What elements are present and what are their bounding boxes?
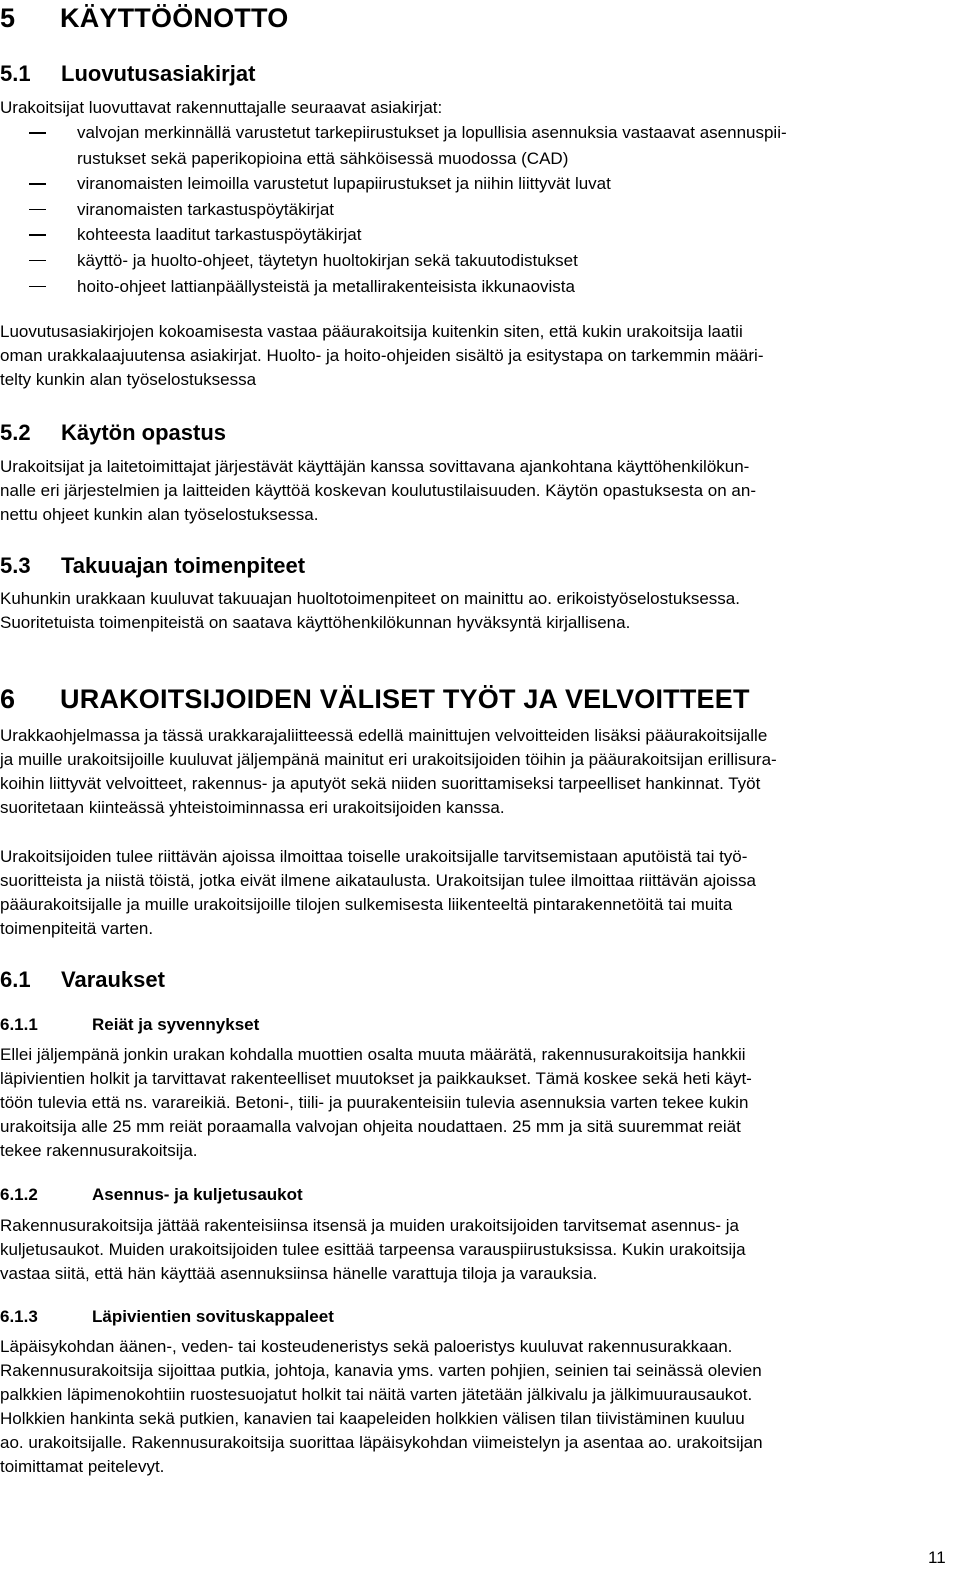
heading-6-1-2-number: 6.1.2: [0, 1185, 38, 1204]
heading-5: [0, 3, 288, 34]
list-item: valvojan merkinnällä varustetut tarkepiirustukset ja lopullisia asennuksia vastaavat asennuspii- rustukset sekä paperikopioina että sähköisessä muodossa (CAD): [0, 120, 787, 171]
section-6-paragraph-2: Urakoitsijoiden tulee riittävän ajoissa ilmoittaa toiselle urakoitsijalle tarvitsemistaan aputöistä tai työ- suoritteista ja niistä töistä, jotka eivät ilmene aikataulusta. Urakoitsijan tulee ilmoittaa riittävän ajoissa pääurakoitsijalle ja muille urakoitsijoille tilojen sulkemisesta liikenteeltä pintarakennetöitä tai muita toimenpiteitä varten.: [0, 847, 756, 938]
dash-bullet-icon: [29, 209, 46, 211]
heading-6-1-1-number: 6.1.1: [0, 1015, 38, 1034]
heading-6: [0, 684, 750, 715]
section-5-1-paragraph: Luovutusasiakirjojen kokoamisesta vastaa pääurakoitsija kuitenkin siten, että kukin urakoitsija laatii oman urakkalaajuutensa asiakirjat. Huolto- ja hoito-ohjeiden sisältö ja esitystapa on tarkemmin määri- telty kunkin alan työselostuksessa: [0, 322, 764, 389]
heading-6-title: URAKOITSIJOIDEN VÄLISET TYÖT JA VELVOITTEET: [60, 684, 750, 714]
section-5-3-paragraph: Kuhunkin urakkaan kuuluvat takuuajan huoltotoimenpiteet on mainittu ao. erikoistyöselostuksessa. Suoritetuista toimenpiteistä on saatava käyttöhenkilökunnan hyväksyntä kirjallisena.: [0, 589, 740, 632]
section-5-2-paragraph: Urakoitsijat ja laitetoimittajat järjestävät käyttäjän kanssa sovittavana ajankohtana käyttöhenkilökun- nalle eri järjestelmien ja laitteiden käyttöä koskevan koulutustilaisuuden. Käytön opastuksesta on an- nettu ohjeet kunkin alan työselostuksessa.: [0, 457, 757, 524]
heading-6-1-3: [0, 1307, 334, 1327]
heading-5-3: [0, 553, 305, 579]
list-item: viranomaisten leimoilla varustetut lupapiirustukset ja niihin liittyvät luvat: [0, 171, 787, 197]
section-6-1-1-paragraph: Ellei jäljempänä jonkin urakan kohdalla muottien osalta muuta määrätä, rakennusurakoitsija hankkii läpivientien holkit ja tarvittavat rakenteelliset muutokset ja paikkaukset. Tämä koskee sekä heti käyt- töön tulevia että ns. varareikiä. Betoni-, tiili- ja puurakenteisiin tulevia asennuksia varten tekee kukin urakoitsija alle 25 mm reiät poraamalla valvojan ohjeita noudattaen. 25 mm ja sitä suuremmat reiät tekee rakennusurakoitsija.: [0, 1045, 752, 1160]
heading-5-title: KÄYTTÖÖNOTTO: [60, 3, 289, 33]
dash-bullet-icon: [29, 183, 46, 185]
section-6-1-2-paragraph: Rakennusurakoitsija jättää rakenteisiinsa itsensä ja muiden urakoitsijoiden tarvitsemat asennus- ja kuljetusaukot. Muiden urakoitsijoiden tulee esittää tarpeensa varauspiirustuksissa. Kukin urakoitsija vastaa siitä, että hän käyttää asennuksiinsa hänelle varattuja tiloja ja varauksia.: [0, 1216, 746, 1283]
list-item: viranomaisten tarkastuspöytäkirjat: [0, 197, 787, 223]
heading-5-1: [0, 61, 255, 87]
heading-5-2-number: 5.2: [0, 420, 31, 445]
heading-6-1-title: Varaukset: [61, 967, 165, 992]
heading-6-1-3-title: Läpivientien sovituskappaleet: [92, 1307, 334, 1326]
list-item: käyttö- ja huolto-ohjeet, täytetyn huoltokirjan sekä takuutodistukset: [0, 248, 787, 274]
dash-bullet-icon: [29, 286, 46, 288]
heading-6-1-2: [0, 1185, 303, 1205]
heading-6-1-3-number: 6.1.3: [0, 1307, 38, 1326]
dash-bullet-icon: [29, 234, 46, 236]
deliverables-list: [0, 120, 787, 299]
heading-6-1-2-title: Asennus- ja kuljetusaukot: [92, 1185, 303, 1204]
heading-5-number: 5: [0, 3, 16, 33]
section-6-paragraph-1: Urakkaohjelmassa ja tässä urakkarajaliitteessä edellä mainittujen velvoitteiden lisäksi pääurakoitsijalle ja muille urakoitsijoille kuuluvat jäljempänä mainitut eri urakoitsijoiden töihin ja pääurakoitsijan erillisura- koihin liittyvät velvoitteet, rakennus- ja aputyöt sekä niiden suorittamiseksi tarpeelliset hankinnat. Työt suoritetaan kiinteässä yhteistoiminnassa eri urakoitsijoiden kanssa.: [0, 726, 777, 817]
list-item: kohteesta laaditut tarkastuspöytäkirjat: [0, 222, 787, 248]
heading-5-2-title: Käytön opastus: [61, 420, 227, 445]
dash-bullet-icon: [29, 260, 46, 262]
section-5-1-intro: Urakoitsijat luovuttavat rakennuttajalle seuraavat asiakirjat:: [0, 98, 443, 117]
heading-5-2: [0, 420, 226, 446]
heading-5-3-number: 5.3: [0, 553, 31, 578]
heading-6-1-1: [0, 1015, 259, 1035]
heading-6-1: [0, 967, 165, 993]
list-item: hoito-ohjeet lattianpäällysteistä ja metallirakenteisista ikkunaovista: [0, 274, 787, 300]
heading-6-1-1-title: Reiät ja syvennykset: [92, 1015, 260, 1034]
section-6-1-3-paragraph: Läpäisykohdan äänen-, veden- tai kosteudeneristys sekä paloeristys kuuluvat rakennusurakkaan. Rakennusurakoitsija sijoittaa putkia, johtoja, kanavia yms. varten pohjien, seinien tai seinässä olevien palkkien läpimenokohtiin ruostesuojatut holkit tai näitä varten jätetään jälkivalu ja jälkimuurausaukot. Holkkien hankinta sekä putkien, kanavien tai kaapeleiden holkkien välisen tilan tiivistäminen kuuluu ao. urakoitsijalle. Rakennusurakoitsija suorittaa läpäisykohdan viimeistelyn ja asentaa ao. urakoitsijan toimittamat peitelevyt.: [0, 1337, 763, 1476]
dash-bullet-icon: [29, 132, 46, 134]
heading-6-1-number: 6.1: [0, 967, 31, 992]
heading-5-1-title: Luovutusasiakirjat: [61, 61, 256, 86]
page-number: 11: [928, 1548, 946, 1567]
heading-5-3-title: Takuuajan toimenpiteet: [61, 553, 306, 578]
heading-6-number: 6: [0, 684, 16, 714]
heading-5-1-number: 5.1: [0, 61, 31, 86]
